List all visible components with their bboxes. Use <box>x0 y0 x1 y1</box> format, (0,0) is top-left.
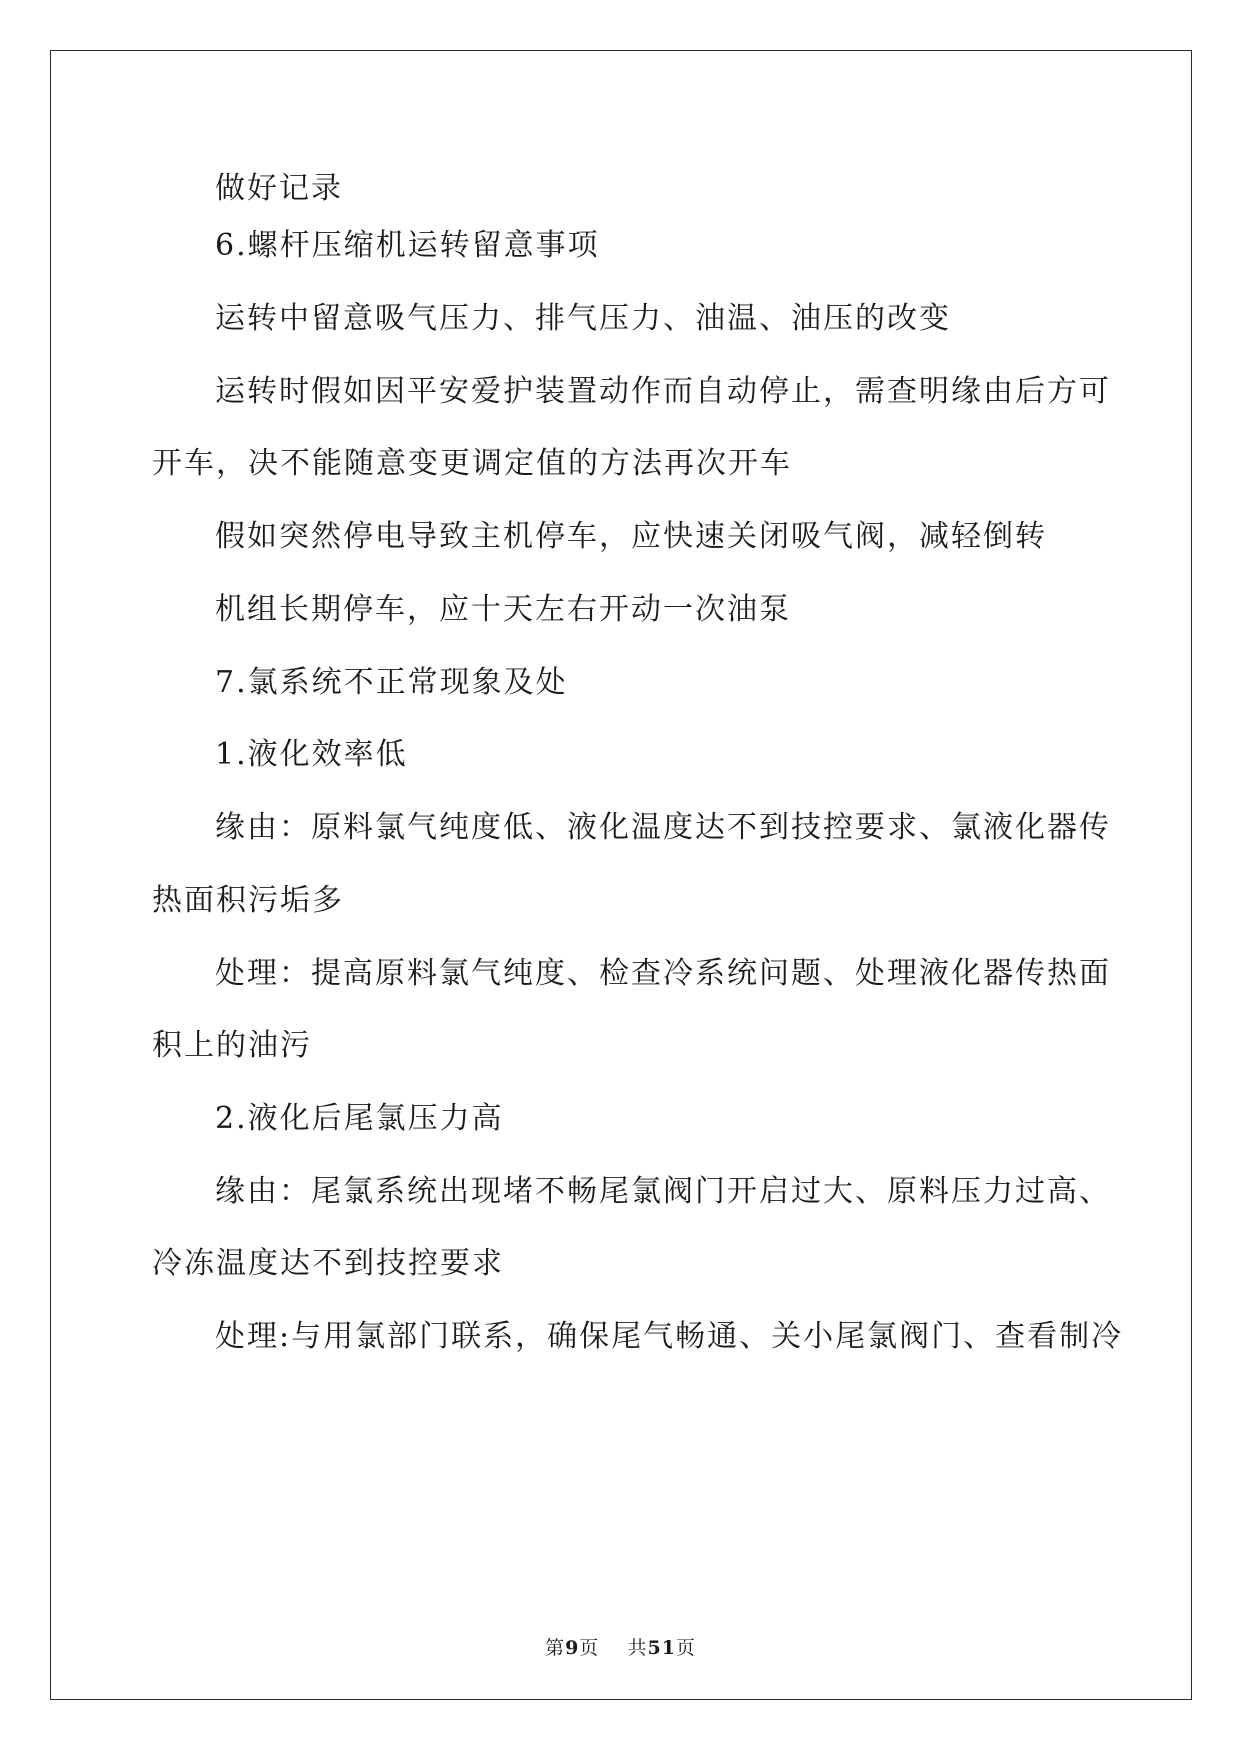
paragraph-line: 开车，决不能随意变更调定值的方法再次开车 <box>152 446 792 481</box>
paragraph-line: 积上的油污 <box>152 1028 312 1063</box>
footer-prefix: 第 <box>545 1637 566 1659</box>
paragraph-line: 假如突然停电导致主机停车，应快速关闭吸气阀，减轻倒转 <box>215 519 1047 554</box>
paragraph-line: 机组长期停车，应十天左右开动一次油泵 <box>215 592 791 627</box>
paragraph-line: 冷冻温度达不到技控要求 <box>152 1246 504 1281</box>
section-heading: 7.氯系统不正常现象及处 <box>215 665 568 700</box>
current-page-number: 9 <box>565 1637 580 1659</box>
paragraph-line: 运转中留意吸气压力、排气压力、油温、油压的改变 <box>215 301 951 336</box>
total-page-count: 51 <box>647 1637 676 1659</box>
paragraph-line: 处理:与用氯部门联系，确保尾气畅通、关小尾氯阀门、查看制冷 <box>215 1319 1124 1354</box>
section-heading: 6.螺杆压缩机运转留意事项 <box>215 228 600 263</box>
page-frame <box>50 50 1192 1700</box>
subsection-heading: 2.液化后尾氯压力高 <box>215 1101 504 1136</box>
paragraph-line: 运转时假如因平安爱护装置动作而自动停止，需查明缘由后方可 <box>215 374 1111 409</box>
footer-mid: 页 共 <box>579 1637 648 1659</box>
paragraph-line: 处理：提高原料氯气纯度、检查冷系统问题、处理液化器传热面 <box>215 956 1111 991</box>
paragraph-line: 缘由：尾氯系统出现堵不畅尾氯阀门开启过大、原料压力过高、 <box>215 1174 1111 1209</box>
page-footer <box>0 1636 1241 1660</box>
paragraph-line: 热面积污垢多 <box>152 883 344 918</box>
footer-suffix: 页 <box>675 1637 696 1659</box>
paragraph-line: 做好记录 <box>215 171 343 206</box>
paragraph-line: 缘由：原料氯气纯度低、液化温度达不到技控要求、氯液化器传 <box>215 810 1111 845</box>
subsection-heading: 1.液化效率低 <box>215 737 408 772</box>
